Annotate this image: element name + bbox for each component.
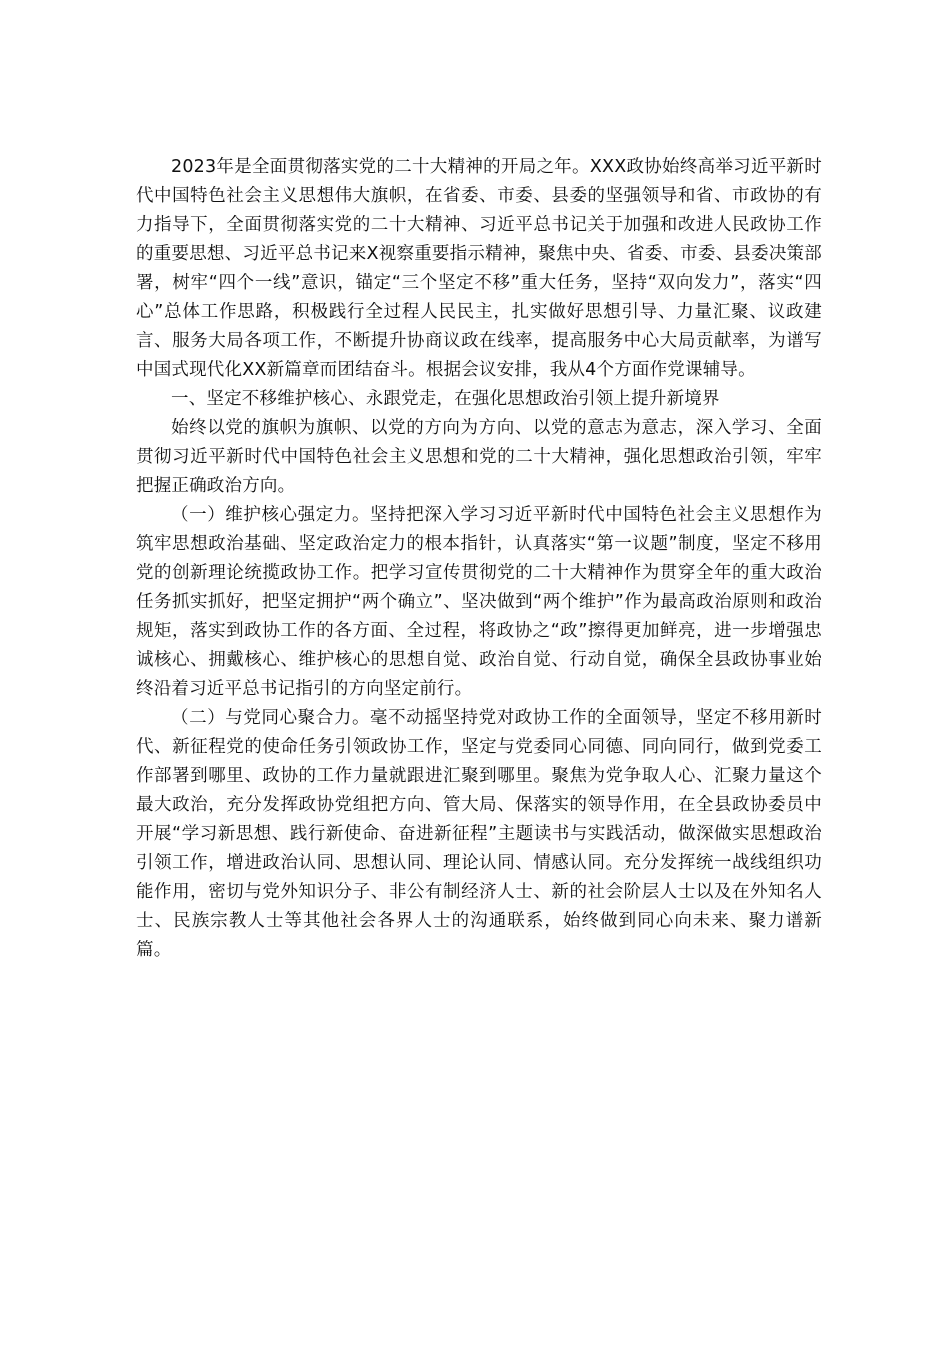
- intro-paragraph: 2023年是全面贯彻落实党的二十大精神的开局之年。XXX政协始终高举习近平新时代中国特色社会主义思想伟大旗帜，在省委、市委、县委的坚强领导和省、市政协的有力指导下，全面贯彻落实党的二十大精神、习近平总书记关于加强和改进人民政协工作的重要思想、习近平总书记来X视察重要指示精神，聚焦中央、省委、市委、县委决策部署，树牢“四个一线”意识，锚定“三个坚定不移”重大任务，坚持“双向发力”，落实“四心”总体工作思路，积极践行全过程人民民主，扎实做好思想引导、力量汇聚、议政建言、服务大局各项工作，不断提升协商议政在线率，提高服务中心大局贡献率，为谱写中国式现代化XX新篇章而团结奋斗。根据会议安排，我从4个方面作党课辅导。: [136, 157, 822, 380]
- section-1-intro-paragraph: 始终以党的旗帜为旗帜、以党的方向为方向、以党的意志为意志，深入学习、全面贯彻习近平新时代中国特色社会主义思想和党的二十大精神，强化思想政治引领，牢牢把握正确政治方向。: [136, 418, 822, 496]
- document-page: [136, 153, 822, 965]
- subsection-1-paragraph: （一）维护核心强定力。坚持把深入学习习近平新时代中国特色社会主义思想作为筑牢思想政治基础、坚定政治定力的根本指针，认真落实“第一议题”制度，坚定不移用党的创新理论统揽政协工作。把学习宣传贯彻党的二十大精神作为贯穿全年的重大政治任务抓实抓好，把坚定拥护“两个确立”、坚决做到“两个维护”作为最高政治原则和政治规矩，落实到政协工作的各方面、全过程，将政协之“政”擦得更加鲜亮，进一步增强忠诚核心、拥戴核心、维护核心的思想自觉、政治自觉、行动自觉，确保全县政协事业始终沿着习近平总书记指引的方向坚定前行。: [136, 505, 822, 699]
- subsection-2-paragraph: （二）与党同心聚合力。毫不动摇坚持党对政协工作的全面领导，坚定不移用新时代、新征程党的使命任务引领政协工作，坚定与党委同心同德、同向同行，做到党委工作部署到哪里、政协的工作力量就跟进汇聚到哪里。聚焦为党争取人心、汇聚力量这个最大政治，充分发挥政协党组把方向、管大局、保落实的领导作用，在全县政协委员中开展“学习新思想、践行新使命、奋进新征程”主题读书与实践活动，做深做实思想政治引领工作，增进政治认同、思想认同、理论认同、情感认同。充分发挥统一战线组织功能作用，密切与党外知识分子、非公有制经济人士、新的社会阶层人士以及在外知名人士、民族宗教人士等其他社会各界人士的沟通联系，始终做到同心向未来、聚力谱新篇。: [136, 708, 822, 960]
- section-heading-1: 一、坚定不移维护核心、永跟党走，在强化思想政治引领上提升新境界: [171, 389, 720, 409]
